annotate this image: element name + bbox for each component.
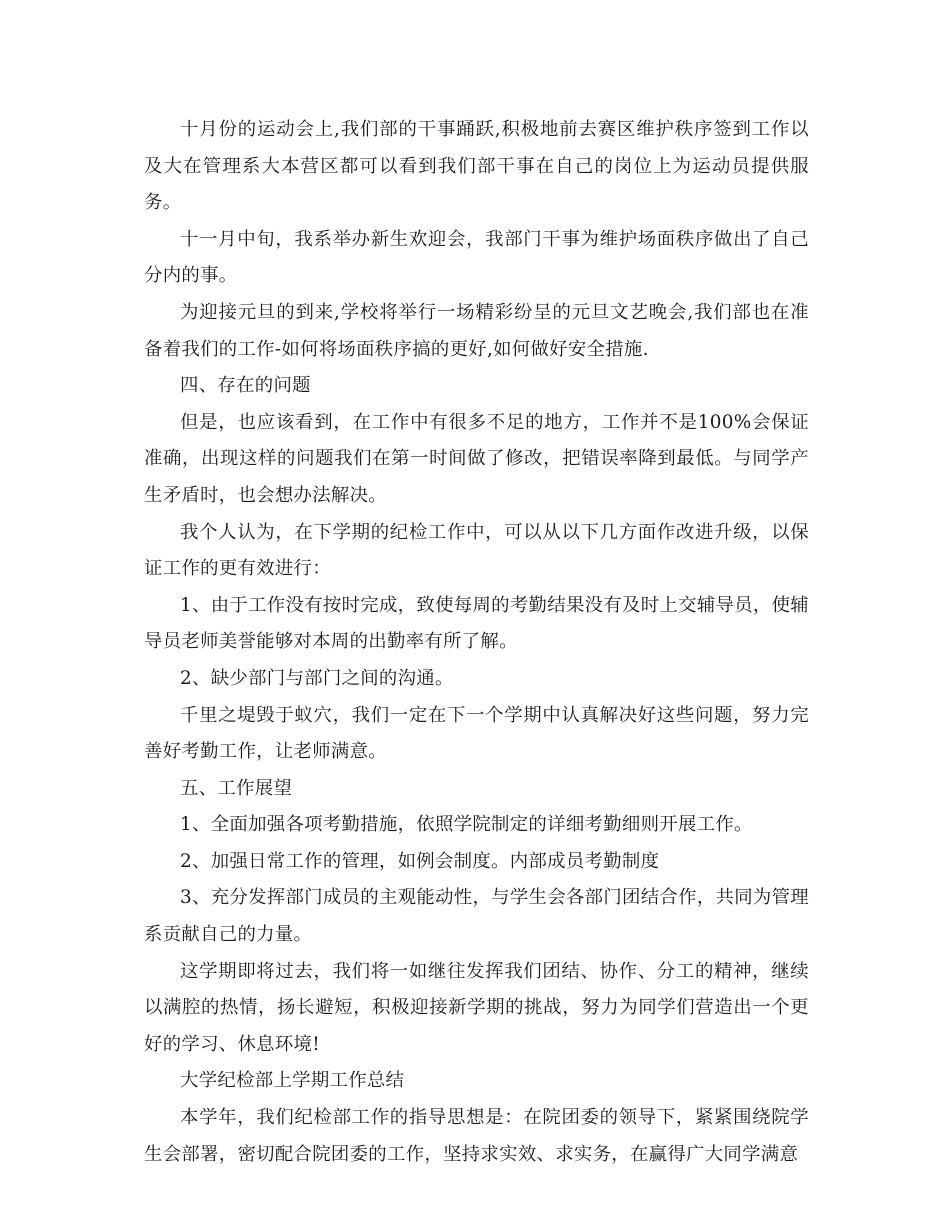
paragraph-shortcomings: 但是，也应该看到，在工作中有很多不足的地方，工作并不是100%会保证准确，出现这样的问题我们在第一时间做了修改，把错误率降到最低。与同学产生矛盾时，也会想办法解决。 <box>144 411 809 506</box>
paragraph-sports-meet: 十月份的运动会上,我们部的干事踊跃,积极地前去赛区维护秩序签到工作以及大在管理系大本营区都可以看到我们部干事在自己的岗位上为运动员提供服务。 <box>144 119 809 214</box>
paragraph-closing: 这学期即将过去，我们将一如继往发挥我们团结、协作、分工的精神，继续以满腔的热情，扬长避短，积极迎接新学期的挑战，努力为同学们营造出一个更好的学习、休息环境! <box>144 960 809 1055</box>
list-item-outlook-1: 1、全面加强各项考勤措施，依照学院制定的详细考勤细则开展工作。 <box>180 814 753 836</box>
paragraph-improvement-intro: 我个人认为，在下学期的纪检工作中，可以从以下几方面作改进升级，以保证工作的更有效进行： <box>144 521 809 580</box>
paragraph-welcome-party: 十一月中旬，我系举办新生欢迎会，我部门干事为维护场面秩序做出了自己分内的事。 <box>144 228 809 287</box>
section-heading-problems: 四、存在的问题 <box>180 375 311 397</box>
paragraph-new-year-gala: 为迎接元旦的到来,学校将举行一场精彩纷呈的元旦文艺晚会,我们部也在准备着我们的工作-如何将场面秩序搞的更好,如何做好安全措施. <box>144 301 809 360</box>
document-body <box>144 112 809 1173</box>
paragraph-resolve: 千里之堤毁于蚁穴，我们一定在下一个学期中认真解决好这些问题，努力完善好考勤工作，让老师满意。 <box>144 704 809 763</box>
list-item-outlook-2: 2、加强日常工作的管理，如例会制度。内部成员考勤制度 <box>180 850 660 872</box>
section-heading-outlook: 五、工作展望 <box>180 777 293 799</box>
paragraph-guiding-ideology: 本学年，我们纪检部工作的指导思想是：在院团委的领导下，紧紧围绕院学生会部署，密切配合院团委的工作，坚持求实效、求实务，在赢得广大同学满意 <box>144 1107 809 1165</box>
list-item-outlook-3: 3、充分发挥部门成员的主观能动性，与学生会各部门团结合作，共同为管理系贡献自己的力量。 <box>144 887 809 946</box>
list-item-problem-2: 2、缺少部门与部门之间的沟通。 <box>180 667 454 689</box>
list-item-problem-1: 1、由于工作没有按时完成，致使每周的考勤结果没有及时上交辅导员，使辅导员老师美誉能够对本周的出勤率有所了解。 <box>144 594 809 653</box>
section-heading-summary-title: 大学纪检部上学期工作总结 <box>180 1070 405 1092</box>
